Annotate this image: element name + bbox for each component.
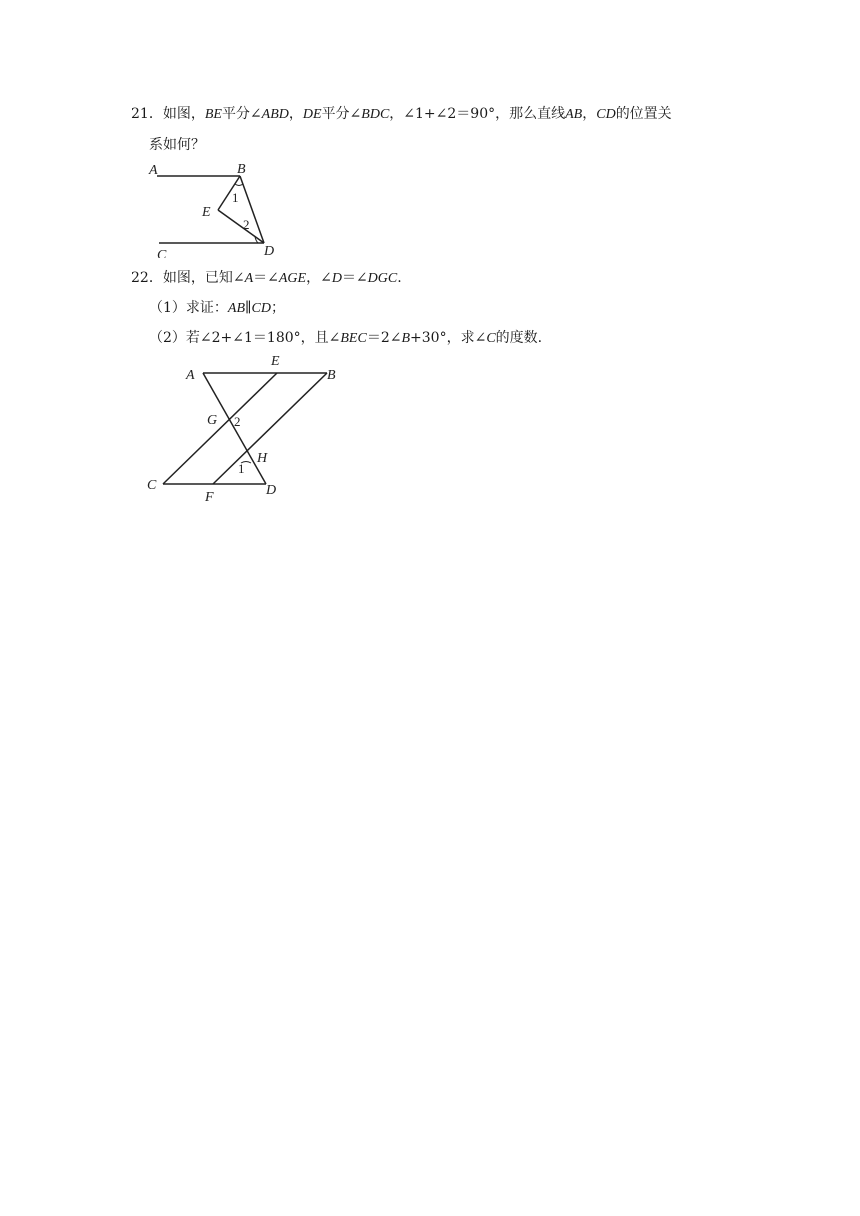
math-variable: A <box>244 271 254 286</box>
text-run: ， <box>288 106 303 122</box>
math-variable: AGE <box>278 271 307 286</box>
label-f: F <box>205 490 214 505</box>
math-variable: DGC <box>367 271 398 286</box>
q22-stem <box>163 270 402 286</box>
label-b: B <box>327 368 336 383</box>
text-run: 的度数. <box>495 330 543 346</box>
text-run: 如图，已知∠ <box>162 270 245 286</box>
math-variable: ABD <box>261 107 289 122</box>
label-a: A <box>186 368 195 383</box>
text-run: （2）若∠2+∠1＝180°，且∠ <box>149 330 341 346</box>
label-angle-2: 2 <box>234 414 241 429</box>
q22-part2 <box>149 328 542 349</box>
math-variable: D <box>331 271 342 286</box>
math-variable: AB <box>565 107 583 122</box>
text-run: ，∠ <box>306 270 332 286</box>
text-run: ， <box>582 106 597 122</box>
math-variable: BE <box>204 107 222 122</box>
math-variable: BEC <box>340 331 367 346</box>
text-run: 平分∠ <box>321 106 362 122</box>
label-e: E <box>202 205 211 220</box>
text-run: ＝2∠ <box>366 330 402 346</box>
math-variable: B <box>401 331 411 346</box>
q22-line1 <box>131 268 402 289</box>
math-variable: CD <box>596 107 616 122</box>
q21-line1 <box>131 104 672 125</box>
text-run: ＝∠ <box>253 270 279 286</box>
text-run: . <box>397 270 402 286</box>
label-b: B <box>237 162 246 177</box>
label-angle-2: 2 <box>243 217 250 232</box>
label-c: C <box>147 478 157 493</box>
label-e: E <box>271 354 280 369</box>
segment-ed <box>218 210 264 243</box>
text-run: 如图， <box>162 106 205 122</box>
q21-number: 21． <box>131 106 163 122</box>
math-variable: CD <box>251 301 271 316</box>
label-c: C <box>157 248 167 258</box>
q21-line2: 系如何？ <box>149 137 205 153</box>
text-run: ＝∠ <box>341 270 368 286</box>
text-run: 平分∠ <box>221 106 262 122</box>
segment-ec <box>163 373 277 484</box>
q22-part1 <box>149 298 285 319</box>
label-d: D <box>264 244 275 258</box>
angle-arc-1 <box>235 184 243 186</box>
q21-stem-line1 <box>163 106 672 122</box>
text-run: ，∠1+∠2＝90°，那么直线 <box>389 106 566 122</box>
label-g: G <box>207 413 218 428</box>
text-run: ∥ <box>245 300 252 316</box>
q22-number: 22． <box>131 270 163 286</box>
math-variable: C <box>486 331 496 346</box>
label-a: A <box>149 163 158 178</box>
q22-figure <box>143 353 343 505</box>
label-d: D <box>266 483 277 498</box>
math-variable: AB <box>227 301 246 316</box>
math-variable: BDC <box>361 107 390 122</box>
text-run: +30°，求∠ <box>410 330 487 346</box>
text-run: （1）求证： <box>149 300 228 316</box>
segment-bf <box>213 373 327 484</box>
label-angle-1: 1 <box>232 190 239 205</box>
math-variable: DE <box>302 107 322 122</box>
segment-bd <box>240 176 264 243</box>
q21-figure <box>145 158 285 258</box>
label-h: H <box>257 451 268 466</box>
text-run: ； <box>270 300 285 316</box>
text-run: 的位置关 <box>615 106 672 122</box>
label-angle-1: 1 <box>238 461 245 476</box>
